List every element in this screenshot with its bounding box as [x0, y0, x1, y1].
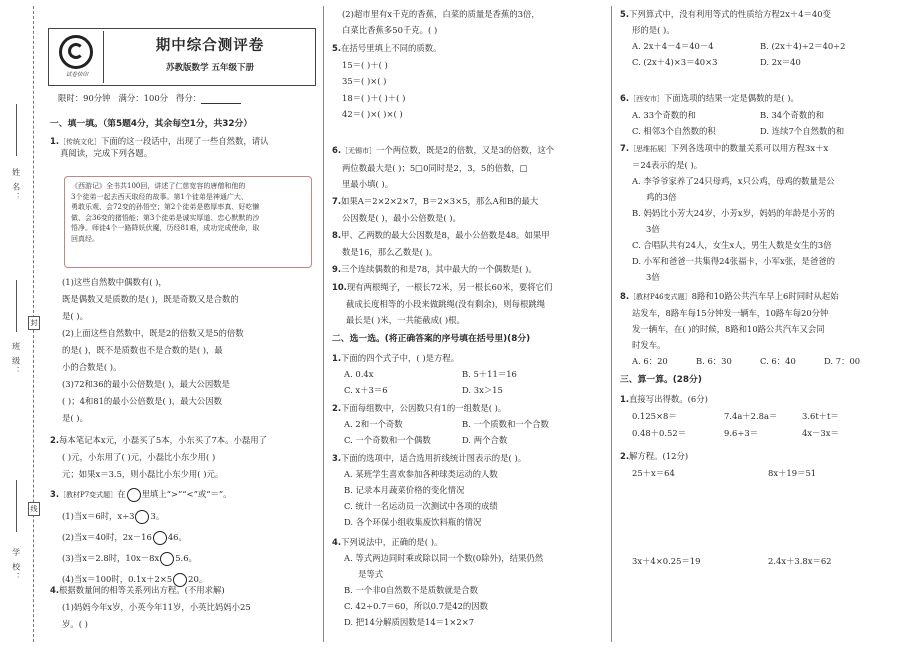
exam-subtitle: 苏教版数学 五年级下册	[166, 63, 254, 73]
choice-3: 3.下面的选项中，适合选用折线统计图表示的是( )。 A. 某班学生喜欢参加各种球类运动的人数 B. 记录本月蔬菜价格的变化情况 C. 统计一名运动员一次测试中各项的成绩 D. 各个环保小组收集废饮料瓶的情况	[332, 453, 527, 527]
section-2-title: 二、选一选。(将正确答案的序号填在括号里)(8分)	[332, 334, 531, 344]
logo	[51, 31, 104, 83]
answer-circle-1[interactable]	[135, 510, 149, 524]
seal-mark-b: 线	[28, 502, 40, 516]
column-divider-2	[611, 6, 612, 642]
question-9: 9.三个连续偶数的和是78，其中最大的一个偶数是( )。	[332, 264, 537, 274]
calc-2: 2.解方程。(12分) 25＋x＝64 8x＋19＝51	[620, 451, 817, 478]
story-box: 《西游记》全书共100回，讲述了仁慈宽容的唐僧和他的 3个徒弟一起去西天取经的故事。第1个徒弟是神通广大、 勇敢乐观、会72变的孙悟空；第2个徒弟是憨厚率真、好吃懒 做、会36变的猪悟能；第3个徒弟是诚实厚道、忠心默默的沙 悟净。师徒4个一路降妖伏魔，历经81难，成功完成使命，取 回真经。	[64, 176, 312, 268]
question-8: 8.甲、乙两数的最大公因数是8，最小公倍数是48。如果甲 数是16，那么乙数是( )。	[332, 230, 550, 257]
question-6: 6.［无锡市］一个两位数，既是2的倍数，又是3的倍数，这个 两位数最大是( )；5□0同时是2，3，5的倍数，□ 里最小填( )。	[332, 145, 555, 189]
choice-8: 8.［教材P46变式题］8路和10路公共汽车早上6时同时从起始 站发车，8路车每15分钟发一辆车，10路车每20分钟 发一辆车，在( )的时候，8路和10路公共汽车又会同 时发车。 A. 6：20 B. 6：30 C. 6：40 D. 7：00	[620, 291, 861, 366]
question-5: 5.在括号里填上不同的质数。 15＝( )＋( ) 35＝( )×( ) 18＝( )＋( )＋( ) 42＝( )×( )×( )	[332, 43, 442, 119]
question-2: 2.每本笔记本x元，小磊买了5本，小东买了7本。小磊用了 ( )元，小东用了( )元，小磊比小东少用( ) 元；如果x＝3.5，则小磊比小东少用( )元。	[50, 435, 268, 479]
calc-1: 1.直接写出得数。(6分) 0.125×8＝ 7.4a＋2.8a＝ 3.6t＋t＝ 0.48＋0.52＝ 9.6÷3＝ 4x－3x＝	[620, 394, 839, 438]
choice-7: 7.［思维拓展］下列各选项中的数量关系可以用方程3x＋x ＝24表示的是( )。 A. 李爷爷家养了24只母鸡，x只公鸡，母鸡的数量是公 鸡的3倍 B. 妈妈比小芳大24岁，小芳x岁，妈妈的年龄是小芳的 3倍 C. 合唱队共有24人，女生x人，男生人数是女生的3倍 D. 小军和爸爸一共集得24张福卡，小军x张，是爸爸的 3倍	[620, 143, 835, 282]
name-label: 姓 名：	[11, 168, 21, 203]
choice-4: 4.下列说法中，正确的是( )。 A. 等式两边同时乘或除以同一个数(0除外)，结果仍然 是等式 B. 一个非0自然数不是质数就是合数 C. 42÷0.7＝60，所以0.7是42的因数 D. 把14分解质因数是14＝1×2×7	[332, 537, 544, 627]
section-1-title: 一、填一填。（第5题4分，其余每空1分，共32分）	[50, 119, 253, 129]
question-7: 7.如果A＝2×2×2×7，B＝2×3×5，那么A和B的最大 公因数是( )，最小公倍数是( )。	[332, 196, 539, 223]
total-score: 满分：100分	[118, 93, 169, 103]
exam-title: 期中综合测评卷	[155, 38, 265, 54]
question-4: 4.根据数量间的相等关系列出方程。(不用求解) (1)妈妈今年x岁，小英今年11岁，小英比妈妈小25 岁。( )	[50, 585, 251, 629]
choice-2: 2.下面每组数中，公因数只有1的一组数是( )。 A. 2和一个奇数 B. 一个质数和一个合数 C. 一个奇数和一个偶数 D. 两个合数	[332, 403, 549, 445]
time-limit: 限时：90分钟	[58, 93, 111, 103]
school-line	[16, 480, 17, 532]
column-3	[620, 0, 904, 647]
column-2	[332, 0, 604, 647]
logo-swirl-icon	[68, 43, 84, 59]
question-1-parts: (1)这些自然数中偶数有( )， 既是偶数又是质数的是( )，既是奇数又是合数的 是( )。 (2)上面这些自然数中，既是2的倍数又是5的倍数 的是( )，既不是质数也不是合数的是( )，最 小的合数是( )。 (3)72和36的最小公倍数是( )，最大公因数是 ( )；4和81的最小公倍数是( )，最大公因数 是( )。	[62, 277, 244, 423]
exam-meta	[58, 92, 241, 104]
question-4-part-2: (2)超市里有x千克的香蕉，白菜的质量是香蕉的3倍， 白菜比香蕉多50千克。( )	[342, 9, 540, 35]
class-line	[16, 280, 17, 332]
class-label: 班 级：	[11, 342, 21, 377]
question-10: 10.现有两根绳子，一根长72米，另一根长60米，要将它们 截成长度相等的小段来做跳绳(没有剩余)，则每根跳绳 最长是( )米，一共能截成( )根。	[332, 282, 553, 325]
question-3: 3.［教材P7变式题］在 里填上“>”“<”或“＝”。 (1)当x＝6时，x÷3 3。 (2)当x＝40时，2x－16 46。 (3)当x＝2.8时，10x－8x 5.6。 (4)当x＝100时，0.1x＋2×5 20。	[50, 484, 316, 590]
title-block	[48, 28, 316, 86]
section-3-title: 三、算一算。(28分)	[620, 375, 702, 385]
answer-circle-3[interactable]	[160, 552, 174, 566]
answer-circle-2[interactable]	[153, 531, 167, 545]
choice-5: 5.下列算式中，没有利用等式的性质给方程2x＋4＝40变 形的是( )。 A. 2x＋4－4＝40－4 B. (2x＋4)÷2＝40÷2 C. (2x＋4)×3＝40×3 D. 2x＝40	[620, 9, 846, 67]
column-1	[48, 0, 316, 647]
question-1: 1.［传统文化］下面的这一段话中，出现了一些自然数，请认 真阅读，完成下列各题。	[50, 136, 269, 159]
score-label: 得分：	[176, 93, 202, 103]
name-line	[16, 104, 17, 156]
calc-2-row-2: 3x＋4×0.25＝19 2.4x＋3.8x＝62	[632, 556, 832, 566]
choice-6: 6.［西安市］下面选项的结果一定是偶数的是( )。 A. 33个奇数的和 B. 34个奇数的和 C. 相邻3个自然数的积 D. 连续7个自然数的和	[620, 93, 845, 136]
school-label: 学 校：	[11, 548, 21, 583]
compare-circle-icon	[127, 488, 141, 502]
binding-margin	[0, 0, 44, 647]
column-divider-1	[323, 6, 324, 642]
logo-text: 试卷快印	[65, 72, 88, 78]
choice-1: 1.下面的四个式子中，( )是方程。 A. 0.4x B. 5＋11＝16 C. x＋3＝6 D. 3x＞15	[332, 353, 517, 395]
seal-mark-a: 封	[28, 316, 40, 330]
score-field[interactable]	[201, 94, 241, 104]
